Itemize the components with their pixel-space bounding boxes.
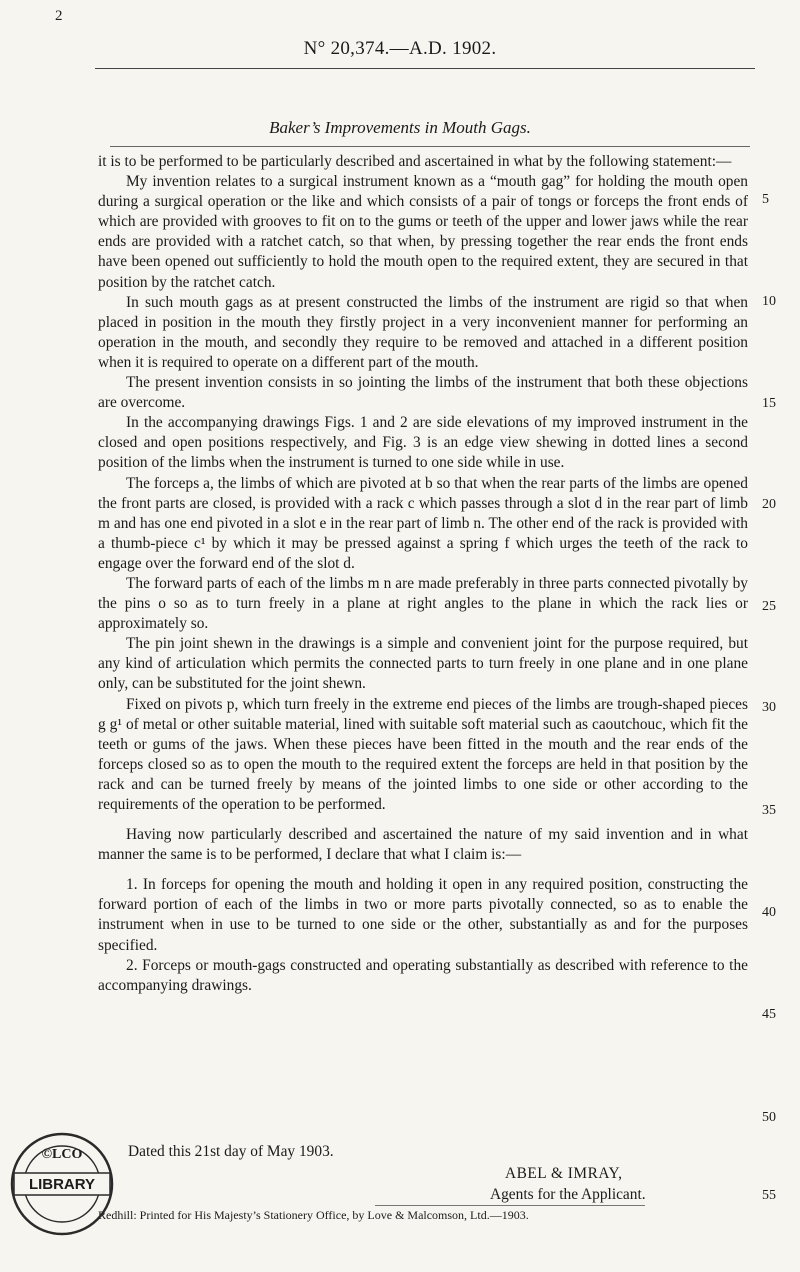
line-number: 50 <box>762 1110 776 1125</box>
body-text <box>98 152 748 996</box>
claim: 1. In forceps for opening the mouth and holding it open in any required position, constructing the forward portion of each of the limbs in two or more parts pivotally connected, so as to enable the instrument when in use to be turned to one side or the other, substantially as and for the purposes specified. <box>98 876 748 954</box>
line-number: 15 <box>762 396 776 411</box>
subtitle-rule <box>110 146 750 147</box>
paragraph: Having now particularly described and ascertained the nature of my said invention and in what manner the same is to be performed, I declare that what I claim is:— <box>98 826 748 864</box>
stamp-ring-text: ©LCO <box>41 1147 83 1162</box>
line-number: 10 <box>762 294 776 309</box>
library-stamp-icon <box>8 1130 116 1238</box>
line-number: 5 <box>762 192 769 207</box>
printer-line: Redhill: Printed for His Majesty’s Stationery Office, by Love & Malcomson, Ltd.—1903. <box>98 1208 529 1222</box>
dated-line: Dated this 21st day of May 1903. <box>128 1143 334 1160</box>
agent-role: Agents for the Applicant. <box>490 1186 646 1203</box>
page-number: 2 <box>55 8 63 24</box>
header-rule <box>95 68 755 69</box>
line-number: 30 <box>762 700 776 715</box>
paragraph: In such mouth gags as at present constructed the limbs of the instrument are rigid so that when placed in position in the mouth they firstly project in a very inconvenient manner for performing an operation in the mouth, and secondly they require to be removed and attached in a different position when it is required to operate on a different part of the mouth. <box>98 293 748 371</box>
paragraph: In the accompanying drawings Figs. 1 and 2 are side elevations of my improved instrument in the closed and open positions respectively, and Fig. 3 is an edge view shewing in dotted lines a second position of the limbs when the instrument is turned to one side while in use. <box>98 414 748 472</box>
line-number: 35 <box>762 803 776 818</box>
paragraph: it is to be performed to be particularly described and ascertained in what by the following statement:— <box>98 153 732 170</box>
agent-name: ABEL & IMRAY, <box>505 1165 623 1182</box>
line-number: 40 <box>762 905 776 920</box>
document-subtitle: Baker’s Improvements in Mouth Gags. <box>269 118 531 137</box>
line-number: 45 <box>762 1007 776 1022</box>
patent-header: N° 20,374.—A.D. 1902. <box>303 38 497 59</box>
paragraph: The present invention consists in so jointing the limbs of the instrument that both these objections are overcome. <box>98 374 748 412</box>
line-number: 20 <box>762 497 776 512</box>
line-number: 55 <box>762 1188 776 1203</box>
claim: 2. Forceps or mouth-gags constructed and operating substantially as described with reference to the accompanying drawings. <box>98 956 748 994</box>
paragraph: Fixed on pivots p, which turn freely in the extreme end pieces of the limbs are trough-shaped pieces g g¹ of metal or other suitable material, lined with suitable soft material such as caoutchouc, which fit the teeth or gums of the jaws. When these pieces have been fitted in the mouth and the rear ends of the forceps closed so as to open the mouth to the required extent the forceps are held in that position by the rack and can be turned freely by means of the jointed limbs to one side or other according to the requirements of the operation to be performed. <box>98 695 748 813</box>
stamp-label: LIBRARY <box>28 1176 96 1193</box>
paragraph: My invention relates to a surgical instrument known as a “mouth gag” for holding the mouth open during a surgical operation or the like and which consists of a pair of tongs or forceps the front ends of which are provided with grooves to fit on to the gums or teeth of the upper and lower jaws while the rear ends are provided with a ratchet catch, so that when, by pressing together the rear ends the front ends have been opened out sufficiently to hold the mouth open to the required extent, they are secured in that position by the ratchet catch. <box>98 173 748 291</box>
paragraph: The pin joint shewn in the drawings is a simple and convenient joint for the purpose required, but any kind of articulation which permits the connected parts to turn freely in one plane and in one plane only, can be substituted for the joint shewn. <box>98 635 748 693</box>
paragraph: The forward parts of each of the limbs m n are made preferably in three parts connected pivotally by the pins o so as to turn freely in a plane at right angles to the plane in which the rack lies or approximately so. <box>98 574 748 633</box>
printer-rule <box>375 1205 645 1206</box>
paragraph: The forceps a, the limbs of which are pivoted at b so that when the rear parts of the limbs are opened the front parts are closed, is provided with a rack c which passes through a slot d in the rear part of limb m and has one end pivoted in a slot e in the rear part of limb n. The other end of the rack is provided with a thumb-piece c¹ by which it may be pressed against a spring f which urges the teeth of the rack to engage over the forward end of the slot d. <box>98 474 748 572</box>
line-number: 25 <box>762 599 776 614</box>
